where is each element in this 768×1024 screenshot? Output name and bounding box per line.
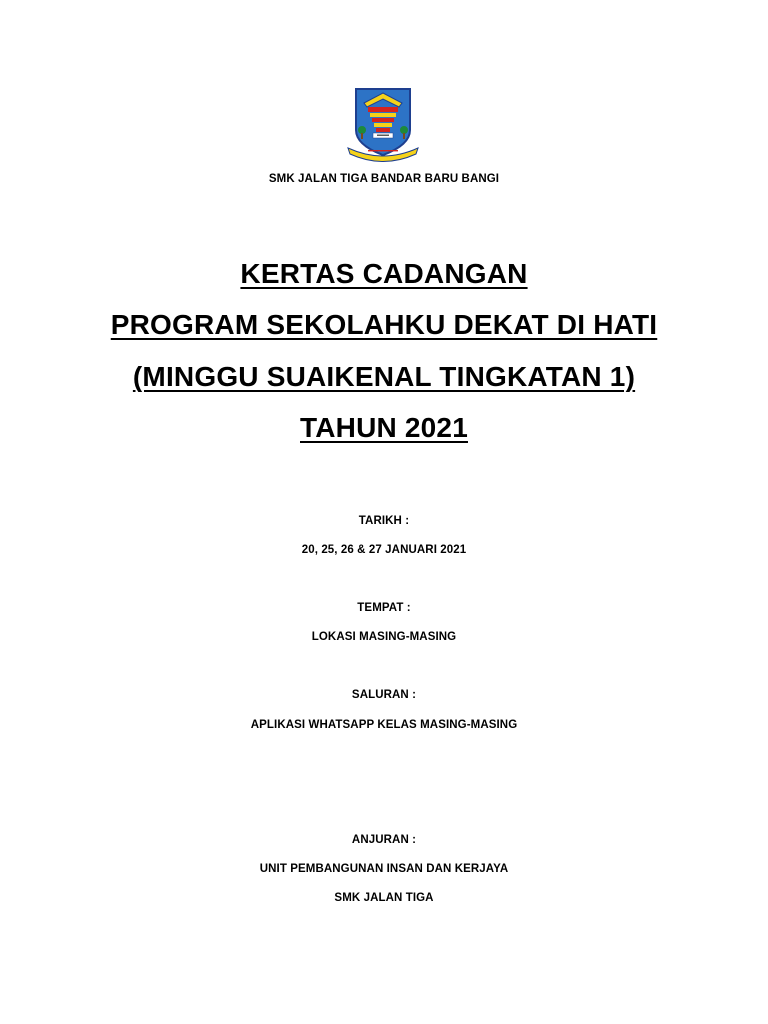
anjuran-label: ANJURAN : xyxy=(351,834,417,846)
saluran-label: SALURAN : xyxy=(351,689,417,701)
tempat-value: LOKASI MASING-MASING xyxy=(311,631,457,643)
tarikh-label: TARIKH : xyxy=(358,515,410,527)
title-line-3: (MINGGU SUAIKENAL TINGKATAN 1) xyxy=(132,361,636,392)
title-line-4: TAHUN 2021 xyxy=(300,412,468,443)
tarikh-value: 20, 25, 26 & 27 JANUARI 2021 xyxy=(301,544,467,556)
anjuran-value-school: SMK JALAN TIGA xyxy=(334,892,434,904)
saluran-value: APLIKASI WHATSAPP KELAS MASING-MASING xyxy=(250,719,518,731)
tempat-label: TEMPAT : xyxy=(357,602,411,614)
school-name: SMK JALAN TIGA BANDAR BARU BANGI xyxy=(268,173,500,185)
title-line-1: KERTAS CADANGAN xyxy=(240,258,528,289)
title-line-2: PROGRAM SEKOLAHKU DEKAT DI HATI xyxy=(110,309,658,340)
school-crest-icon xyxy=(344,84,422,162)
anjuran-value-unit: UNIT PEMBANGUNAN INSAN DAN KERJAYA xyxy=(259,863,509,875)
